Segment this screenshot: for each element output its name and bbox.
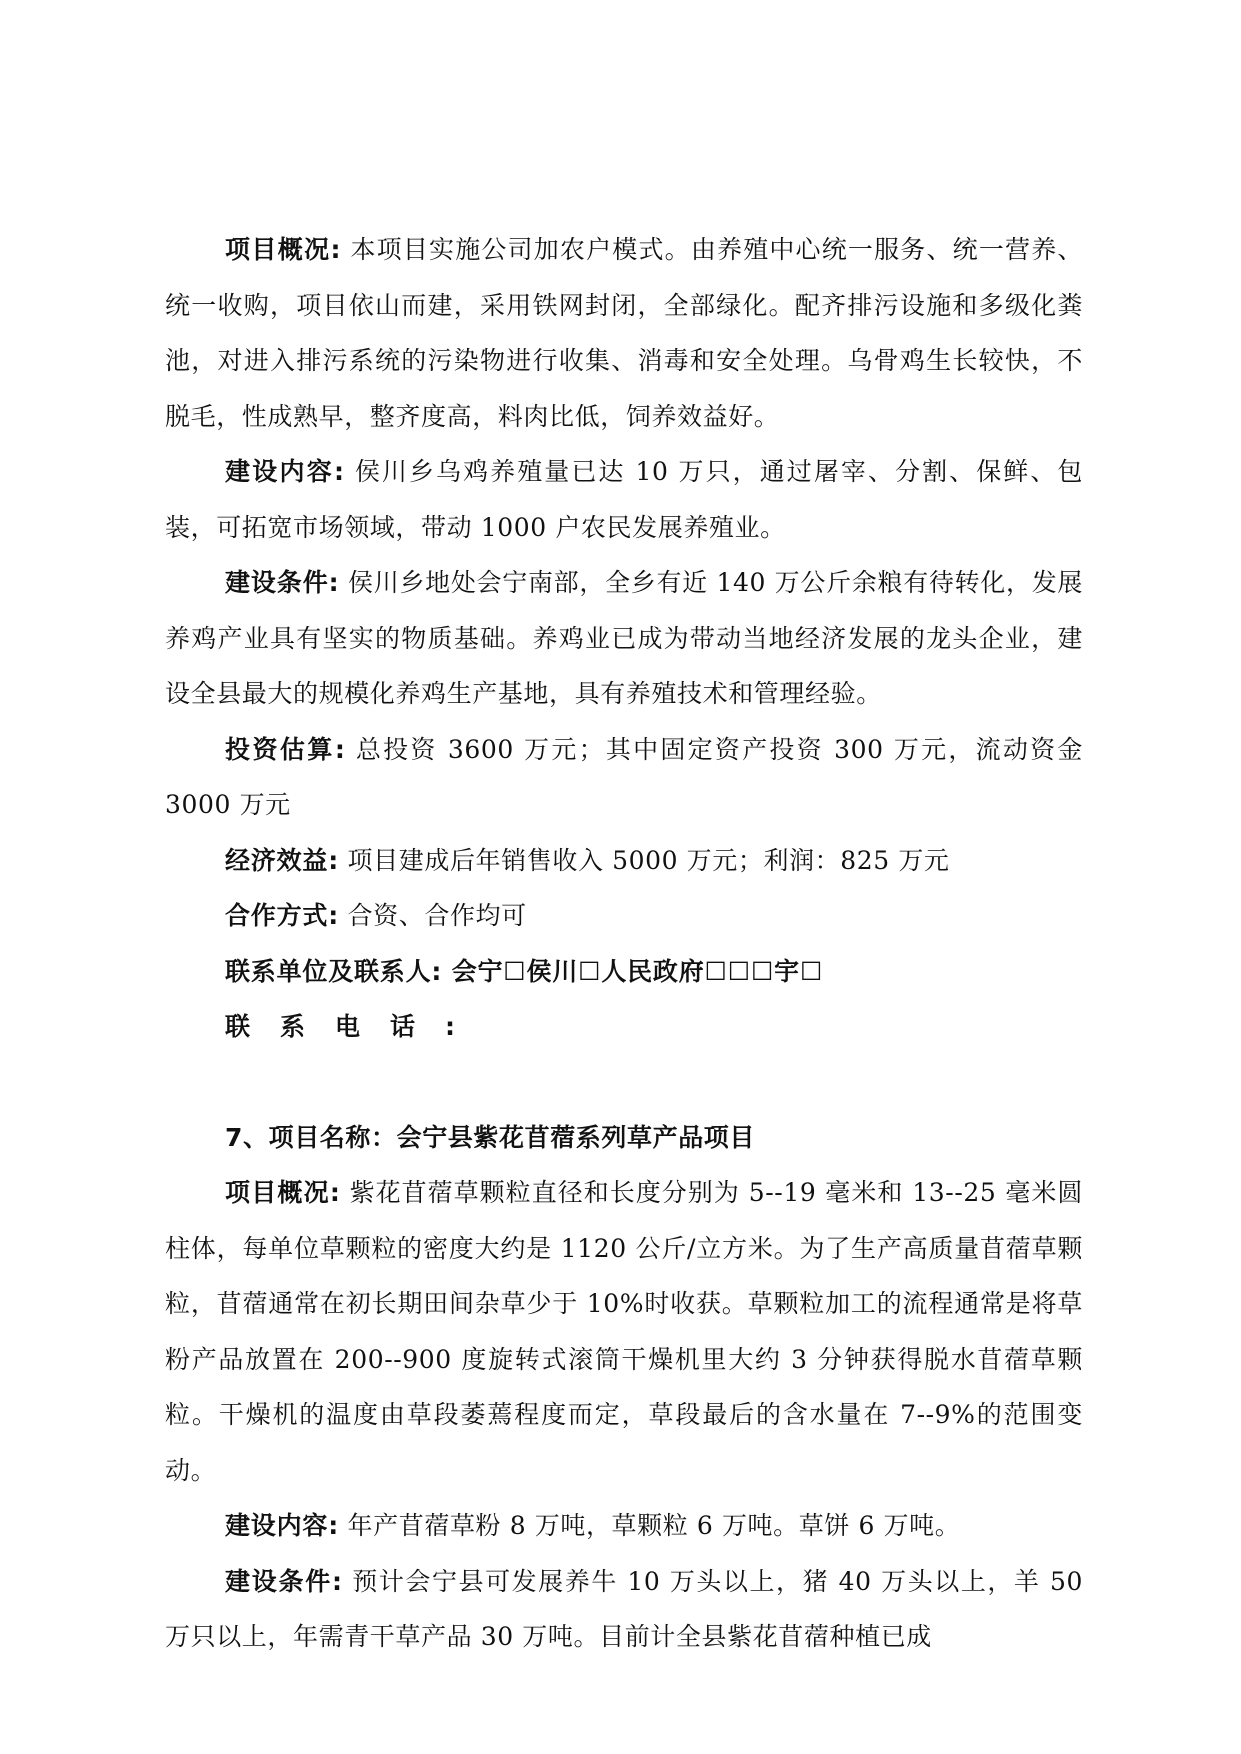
project6-overview-text: 本项目实施公司加农户模式。由养殖中心统一服务、统一营养、统一收购，项目依山而建，采用铁网封闭，全部绿化。配齐排污设施和多级化粪池，对进入排污系统的污染物进行收集、消毒和安全处理。乌骨鸡生长较快，不脱毛，性成熟早，整齐度高，料肉比低，饲养效益好。 — [165, 235, 1083, 431]
project7-heading: 7、项目名称：会宁县紫花苜蓿系列草产品项目 — [225, 1122, 755, 1152]
project7-content-text: 年产苜蓿草粉 8 万吨，草颗粒 6 万吨。草饼 6 万吨。 — [339, 1511, 961, 1540]
project6-overview — [165, 222, 1083, 444]
project6-investment-label: 投资估算: — [225, 734, 346, 764]
project6-conditions — [165, 555, 1083, 722]
project6-overview-label: 项目概况: — [225, 235, 342, 264]
project6-benefit-text: 项目建成后年销售收入 5000 万元；利润：825 万元 — [339, 845, 950, 875]
project7-overview-text: 紫花苜蓿草颗粒直径和长度分别为 5--19 毫米和 13--25 毫米圆柱体，每单位草颗粒的密度大约是 1120 公斤/立方米。为了生产高质量苜蓿草颗粒，苜蓿通常在初长期田间杂草少于 10%时收获。草颗粒加工的流程通常是将草粉产品放置在 200--900 度旋转式滚筒干燥机里大约 3 分钟获得脱水苜蓿草颗粒。干燥机的温度由草段萎蔫程度而定，草段最后的含水量在 7--9%的范围变动。 — [165, 1178, 1083, 1485]
project6-conditions-label: 建设条件: — [225, 568, 340, 597]
document-page — [165, 222, 1083, 1665]
project7-conditions — [165, 1554, 1083, 1665]
project7-content — [165, 1498, 1083, 1554]
project6-benefit — [165, 833, 1083, 889]
project6-phone-label: 联系电话: — [225, 1012, 485, 1041]
project7-overview — [165, 1165, 1083, 1498]
project6-cooperation — [165, 888, 1083, 944]
project7-conditions-label: 建设条件: — [225, 1566, 343, 1596]
project6-investment — [165, 722, 1083, 833]
project7-content-label: 建设内容: — [225, 1511, 339, 1540]
project6-cooperation-label: 合作方式: — [225, 901, 339, 930]
project6-content-label: 建设内容: — [225, 457, 345, 486]
section-spacer — [165, 1055, 1083, 1110]
project6-benefit-label: 经济效益: — [225, 845, 339, 875]
project6-contact — [165, 944, 1083, 1000]
project6-contact-label: 联系单位及联系人: — [225, 956, 443, 986]
project6-content — [165, 444, 1083, 555]
project6-investment-text: 总投资 3600 万元；其中固定资产投资 300 万元，流动资金 3000 万元 — [165, 734, 1083, 819]
project6-phone — [165, 999, 1083, 1055]
project6-conditions-text: 侯川乡地处会宁南部，全乡有近 140 万公斤余粮有待转化，发展养鸡产业具有坚实的物质基础。养鸡业已成为带动当地经济发展的龙头企业，建设全县最大的规模化养鸡生产基地，具有养殖技术和管理经验。 — [165, 568, 1083, 708]
project6-cooperation-text: 合资、合作均可 — [339, 901, 527, 930]
project7-overview-label: 项目概况: — [225, 1178, 341, 1207]
project6-content-text: 侯川乡乌鸡养殖量已达 10 万只，通过屠宰、分割、保鲜、包装，可拓宽市场领域，带动 1000 户农民发展养殖业。 — [165, 457, 1084, 542]
project6-contact-text: 会宁☐侯川☐人民政府☐☐☐宇☐ — [442, 956, 824, 986]
project7-conditions-text: 预计会宁县可发展养牛 10 万头以上，猪 40 万头以上，羊 50 万只以上，年需青干草产品 30 万吨。目前计全县紫花苜蓿种植已成 — [165, 1566, 1083, 1651]
